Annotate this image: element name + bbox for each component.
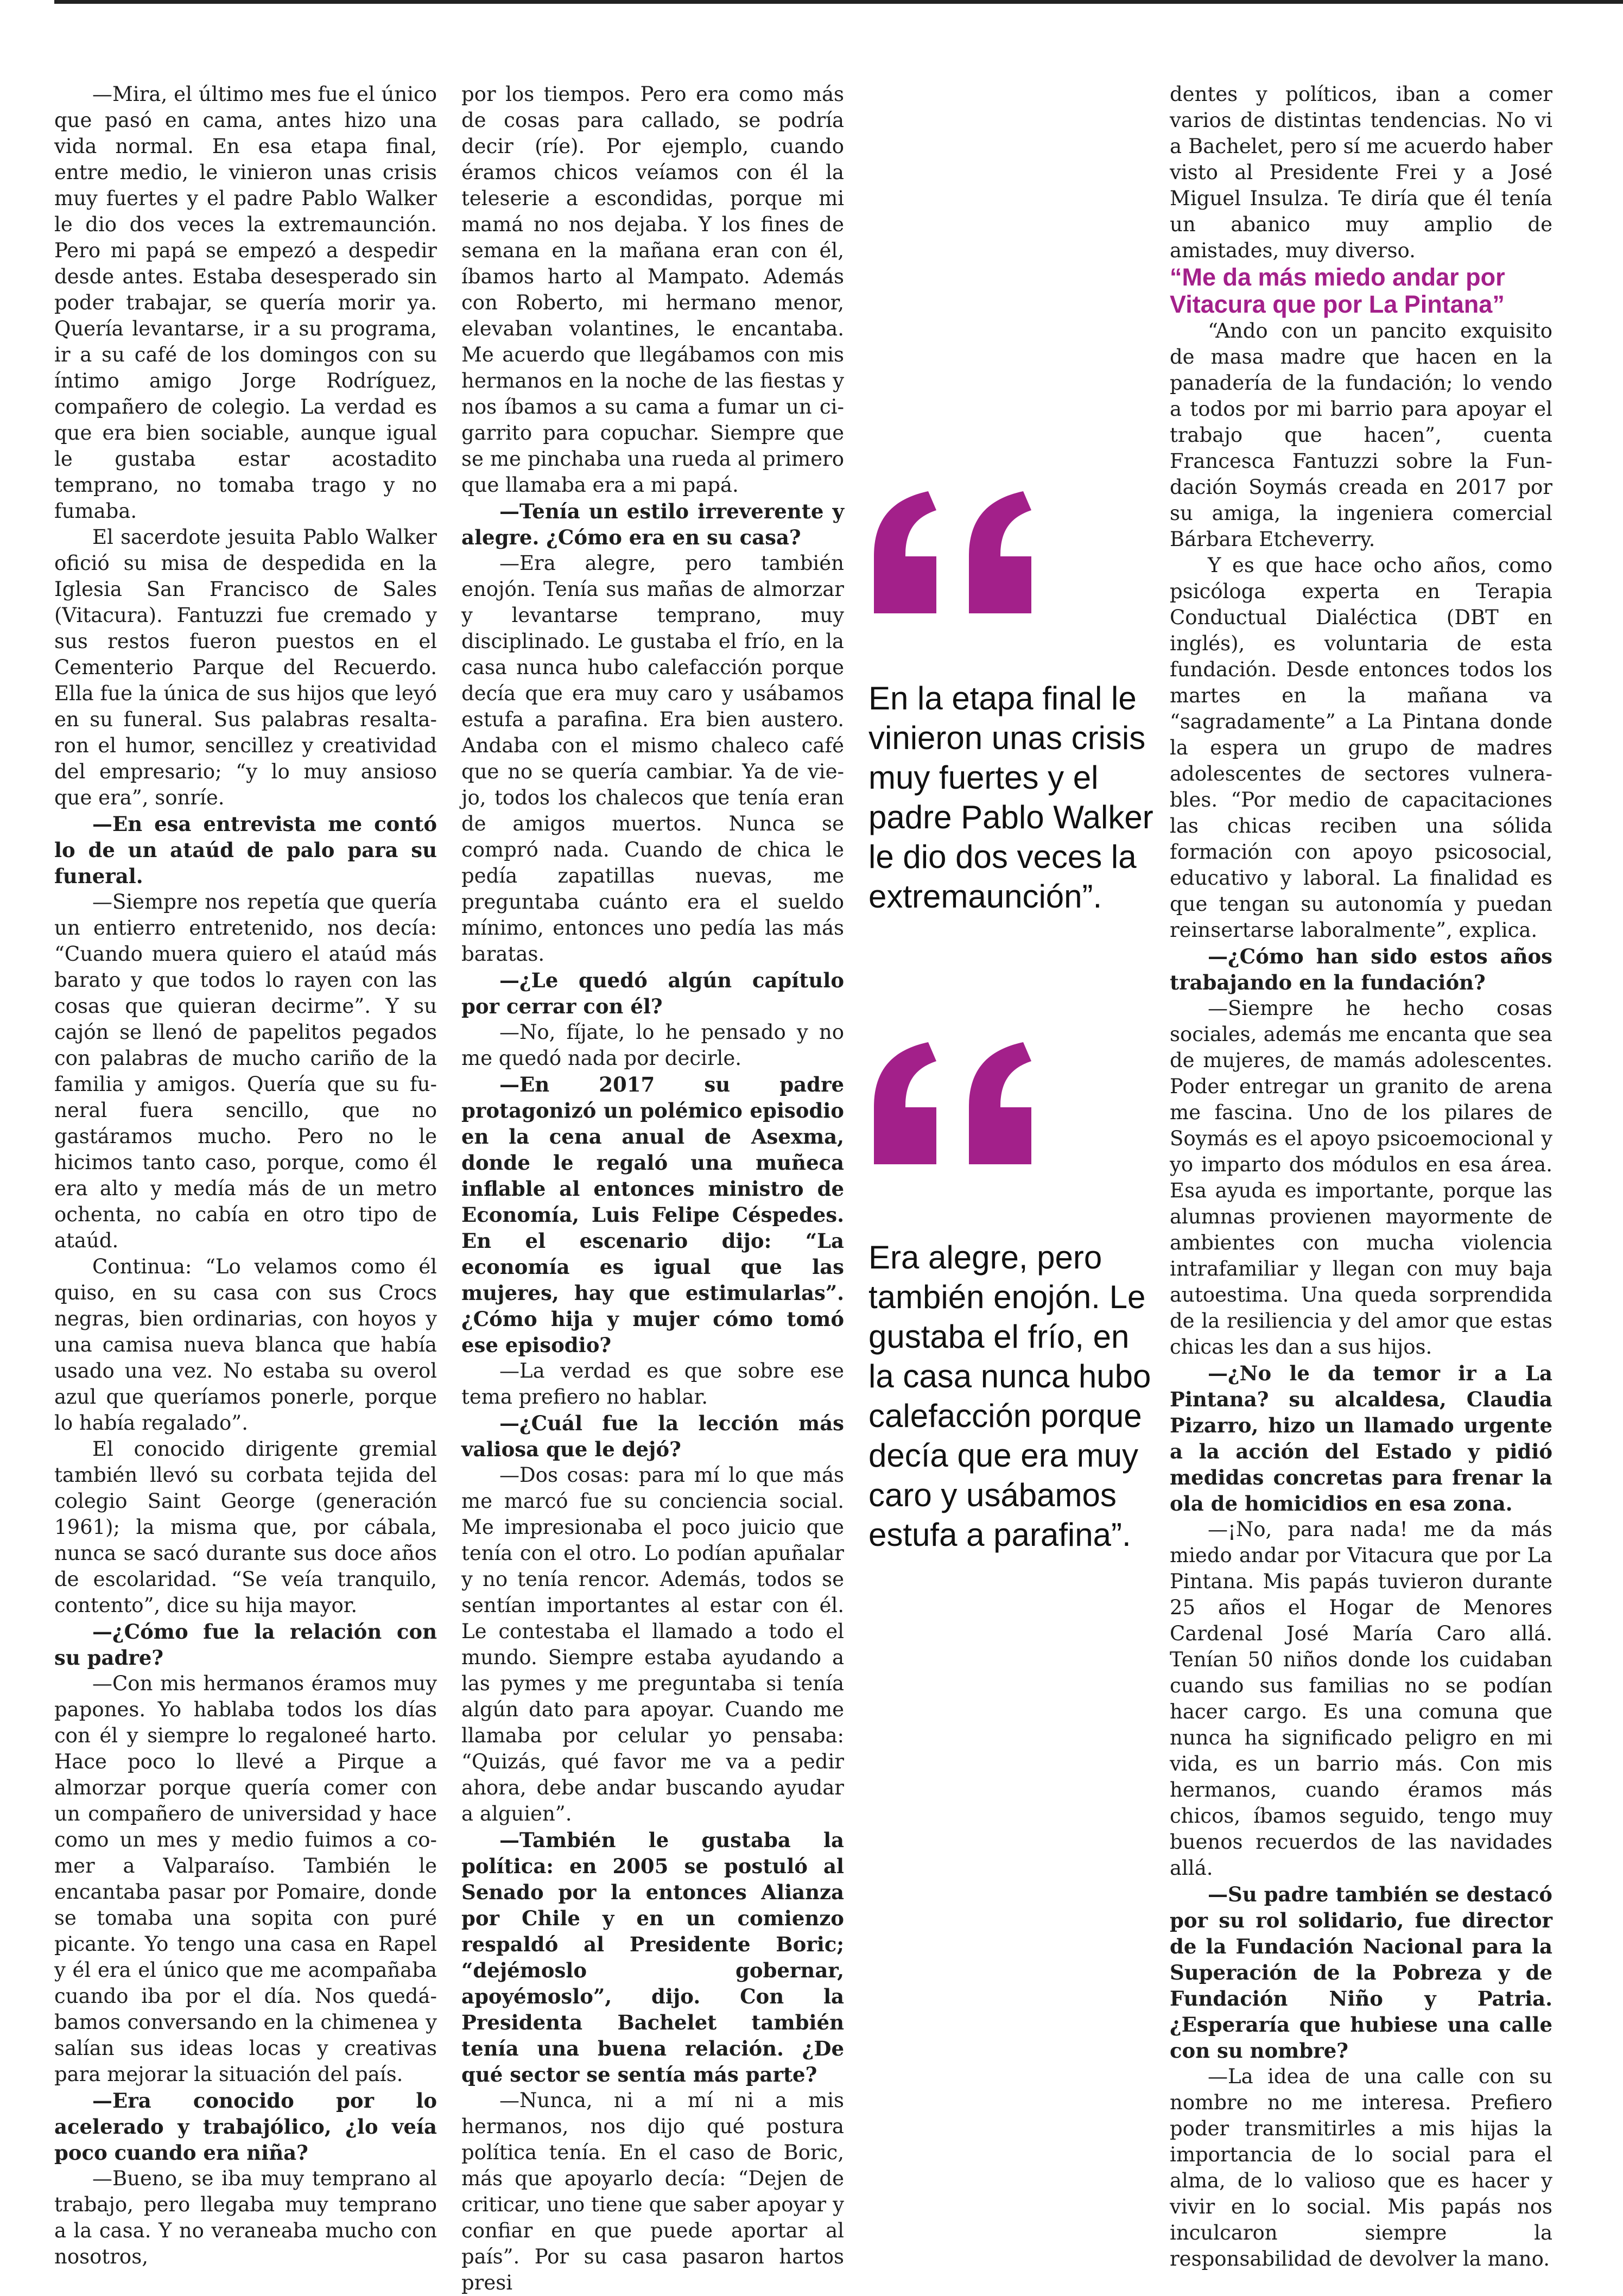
interview-question: —Su padre también se destacó por su rol solidario, fue director de la Fundación Nacional para la Superación de la Pobreza y de Fundación Niño y Patria. ¿Esperaría que hubiese una calle con su nombre? [1170, 1882, 1552, 2063]
body-paragraph: —Dos cosas: para mí lo que más me marcó fue su conciencia social. Me impresionaba el poco juicio que tenía con el otro. Lo podían apuñalar y no tenía rencor. Además, todos se sentían importantes al estar con él. Le contestaba el llamado a todo el mundo. Siempre estaba ayudando a las pymes y me preguntaba si tenía algún dato para apoyar. Cuando me llamaba por celular yo pensaba: “Quizás, qué favor me va a pedir ahora, debe andar buscando ayudar a alguien”. [461, 1463, 844, 1825]
body-paragraph: por los tiempos. Pero era como más de cosas para callado, se podría decir (ríe). Por ejemplo, cuando éramos chicos veíamos con él la teleserie a escondidas, porque mi mamá no nos dejaba. Y los fines de semana en la mañana eran con él, íbamos harto al Mampato. Además con Roberto, mi hermano menor, elevaban volantines, le encantaba. Me acuerdo que llegábamos con mis hermanos en la noche de las fiestas y nos íbamos a su cama a fumar un cigarrito para copuchar. Siempre que se me pinchaba una rueda al primero que llamaba era a mi papá. [461, 83, 844, 497]
pull-quote-1: En la etapa final le vinieron unas crisis muy fuertes y el padre Pablo Walker le dio dos veces la extremaunción”. [868, 680, 1153, 915]
interview-question: —¿Cómo fue la relación con su padre? [54, 1620, 437, 1670]
quote-mark-icon [868, 1042, 1048, 1167]
column-1 [54, 81, 437, 2270]
interview-question: —Era conocido por lo acelerado y trabajólico, ¿lo veía poco cuando era niña? [54, 2089, 437, 2165]
column-4 [1170, 81, 1552, 2272]
interview-question: —Tenía un estilo irreverente y alegre. ¿Cómo era en su casa? [461, 499, 844, 549]
interview-question: —¿Le quedó algún capítulo por cerrar con él? [461, 968, 844, 1018]
body-paragraph: El conocido dirigente gremial también llevó su corbata tejida del colegio Saint George (generación 1961); la misma que, por cábala, nunca se sacó durante sus doce años de escolaridad. “Se veía tranquilo, contento”, dice su hija mayor. [54, 1437, 437, 1617]
body-paragraph: —Nunca, ni a mí ni a mis hermanos, nos dijo qué postura política tenía. En el caso de Boric, más que apoyarlo decía: “Dejen de criticar, uno tiene que saber apoyar y confiar en que puede aportar al país”. Por su casa pasaron hartos presi [461, 2089, 844, 2294]
interview-question: —¿Cuál fue la lección más valiosa que le dejó? [461, 1411, 844, 1461]
body-paragraph: —Mira, el último mes fue el único que pasó en cama, antes hizo una vida normal. En esa etapa final, entre medio, le vinieron unas crisis muy fuertes y el padre Pablo Walker le dio dos veces la extremaunción. Pero mi papá se empezó a despedir desde antes. Estaba desesperado sin poder trabajar, se quería morir ya. Quería levantarse, ir a su programa, ir a su café de los domingos con su íntimo amigo Jorge Rodríguez, compañero de colegio. La verdad es que era bien sociable, aunque igual le gustaba estar acostadito temprano, no tomaba trago y no fumaba. [54, 83, 437, 523]
interview-question: —También le gustaba la política: en 2005 se postuló al Senado por la entonces Alianza por Chile y en un comienzo respaldó al Presidente Boric; “dejémoslo gobernar, apoyémoslo”, dijo. Con la Presidenta Bachelet también tenía una buena relación. ¿De qué sector se sentía más parte? [461, 1828, 844, 2086]
body-paragraph: “Ando con un pancito exquisito de masa madre que hacen en la panadería de la fundación; lo vendo a todos por mi barrio para apoyar el trabajo que hacen”, cuenta Francesca Fantuzzi sobre la Fundación Soymás creada en 2017 por su amiga, la ingeniera comercial Bárbara Etcheverry. [1170, 319, 1552, 551]
body-paragraph: —Siempre he hecho cosas sociales, además me encanta que sea de mujeres, de mamás adolescentes. Poder entregar un granito de arena me fascina. Uno de los pilares de Soymás es el apoyo psicoemocional y yo imparto dos módulos en esa área. Esa ayuda es importante, porque las alumnas provienen mayormente de ambientes con mucha violencia intrafamiliar y llegan con muy baja autoestima. Una queda sorprendida de la resiliencia y del amor que estas chicas les dan a sus hijos. [1170, 997, 1552, 1359]
body-paragraph: —Bueno, se iba muy temprano al trabajo, pero llegaba muy temprano a la casa. Y no veraneaba mucho con nosotros, [54, 2167, 437, 2268]
body-paragraph: Y es que hace ocho años, como psicóloga experta en Terapia Conductual Dialéctica (DBT en inglés), es voluntaria de esta fundación. Desde entonces todos los martes en la mañana va “sagradamente” a La Pintana donde la espera un grupo de madres adolescentes de sectores vulnerables. “Por medio de capacitaciones las chicas reciben una sólida formación con apoyo psicosocial, educativo y laboral. La finalidad es que tengan su autonomía y puedan reinsertarse laboralmente”, explica. [1170, 554, 1552, 942]
body-paragraph: El sacerdote jesuita Pablo Walker ofició su misa de despedida en la Iglesia San Francisco de Sales (Vitacura). Fantuzzi fue cremado y sus restos fueron puestos en el Cementerio Parque del Recuerdo. Ella fue la única de sus hijos que leyó en su funeral. Sus palabras resaltaron el humor, sencillez y creatividad del empresario; “y lo muy ansioso que era”, sonríe. [54, 525, 437, 809]
body-paragraph: dentes y políticos, iban a comer varios de distintas tendencias. No vi a Bachelet, pero sí me acuerdo haber visto al Presidente Frei y a José Miguel Insulza. Te diría que él tenía un abanico muy amplio de amistades, muy diverso. [1170, 83, 1552, 262]
quote-mark-icon [868, 491, 1048, 616]
pull-quote-2: Era alegre, pero también enojón. Le gustaba el frío, en la casa nunca hubo calefacción porque decía que era muy caro y usábamos estufa a parafina”. [868, 1239, 1151, 1553]
body-paragraph: —No, fíjate, lo he pensado y no me quedó nada por decirle. [461, 1020, 844, 1070]
body-paragraph: —Era alegre, pero también enojón. Tenía sus mañas de almorzar y levantarse temprano, muy disciplinado. Le gustaba el frío, en la casa nunca hubo calefacción porque decía que era muy caro y usábamos estufa a parafina. Era bien austero. Andaba con el mismo chaleco café que no se quería cambiar. Ya de viejo, todos los chalecos que tenía eran de amigos muertos. Nunca se compró nada. Cuando de chica le pedía zapatillas nuevas, me preguntaba cuánto era el sueldo mínimo, entonces uno pedía las más baratas. [461, 551, 844, 966]
column-2 [461, 81, 844, 2296]
body-paragraph: Continua: “Lo velamos como él quiso, en su casa con sus Crocs negras, bien ordinarias, con hoyos y una camisa nueva blanca que había usado una vez. No estaba su overol azul que queríamos ponerle, porque lo había regalado”. [54, 1255, 437, 1435]
body-paragraph: —Siempre nos repetía que quería un entierro entretenido, nos decía: “Cuando muera quiero el ataúd más barato y que todos lo rayen con las cosas que quieran decirme”. Y su cajón se llenó de papelitos pegados con palabras de mucho cariño de la familia y amigos. Quería que su funeral fuera sencillo, que no gastáramos mucho. Pero no le hicimos tanto caso, porque, como él era alto y medía más de un metro ochenta, no cabía en otro tipo de ataúd. [54, 890, 437, 1252]
top-rule [54, 0, 1623, 4]
body-paragraph: —¡No, para nada! me da más miedo andar por Vitacura que por La Pintana. Mis papás tuvieron durante 25 años el Hogar de Menores Cardenal José María Caro allá. Tenían 50 niños donde los cuidaban cuando sus familias no se podían hacer cargo. Es una comuna que nunca ha significado peligro en mi vida, es un barrio más. Con mis hermanos, cuando éramos más chicos, íbamos seguido, tengo muy buenos recuerdos de las navidades allá. [1170, 1518, 1552, 1880]
interview-question: —¿Cómo han sido estos años trabajando en la fundación? [1170, 944, 1552, 994]
section-subheading: “Me da más miedo andar por Vitacura que por La Pintana” [1170, 263, 1505, 318]
body-paragraph: —La verdad es que sobre ese tema prefiero no hablar. [461, 1359, 844, 1409]
body-paragraph: —La idea de una calle con su nombre no me interesa. Prefiero poder transmitirles a mis hijas la importancia de lo social para el alma, de lo valioso que es hacer y vivir en lo social. Mis papás nos inculcaron siempre la responsabilidad de devolver la mano. [1170, 2065, 1552, 2270]
interview-question: —¿No le da temor ir a La Pintana? su alcaldesa, Claudia Pizarro, hizo un llamado urgente a la acción del Estado y pidió medidas concretas para frenar la ola de homicidios en esa zona. [1170, 1361, 1552, 1515]
interview-question: —En esa entrevista me contó lo de un ataúd de palo para su funeral. [54, 812, 437, 888]
body-paragraph: —Con mis hermanos éramos muy papones. Yo hablaba todos los días con él y siempre lo regaloneé harto. Hace poco lo llevé a Pirque a almorzar porque quería comer con un compañero de universidad y hace como un mes y medio fuimos a comer a Valparaíso. También le encantaba pasar por Pomaire, donde se tomaba una sopita con puré picante. Yo tengo una casa en Rapel y él era el único que me acompañaba cuando iba por el día. Nos quedábamos conversando en la chimenea y salían sus ideas locas y creativas para mejorar la situación del país. [54, 1672, 437, 2086]
interview-question: —En 2017 su padre protagonizó un polémico episodio en la cena anual de Asexma, donde le regaló una muñeca inflable al entonces ministro de Economía, Luis Felipe Céspedes. En el escenario dijo: “La economía es igual que las mujeres, hay que estimularlas”. ¿Cómo hija y mujer cómo tomó ese episodio? [461, 1073, 844, 1357]
